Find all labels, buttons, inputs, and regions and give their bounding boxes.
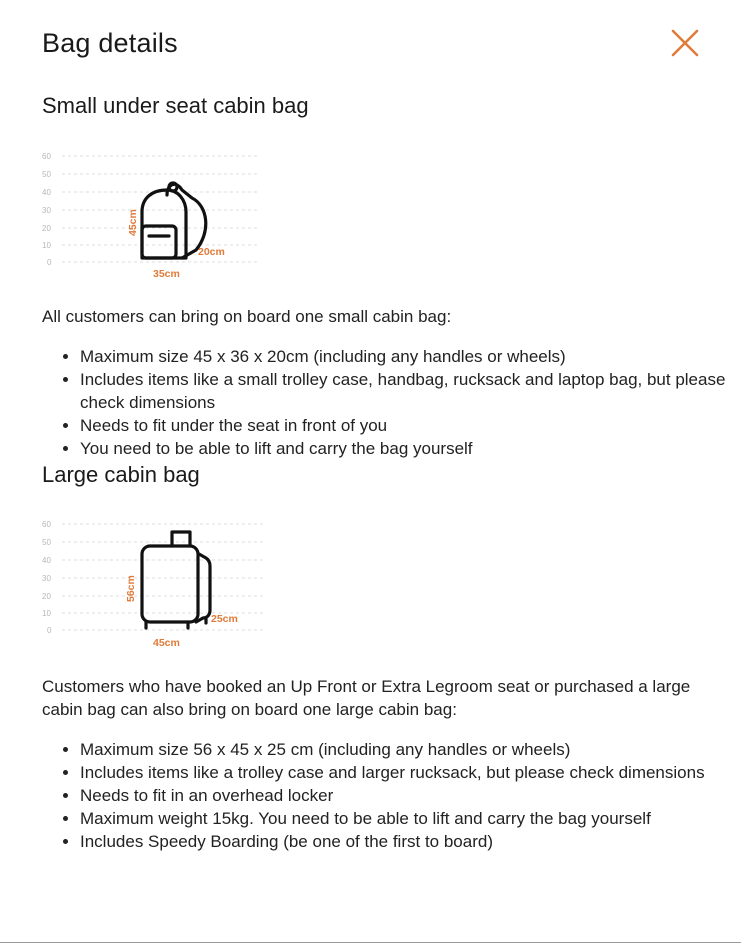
scale-tick: 10 [42,241,51,250]
scale-tick: 30 [42,206,51,215]
scale-tick: 10 [42,609,51,618]
large-bag-depth-label: 25cm [211,613,238,625]
list-item: • Needs to fit in an overhead locker [80,784,740,807]
small-bag-intro: All customers can bring on board one small cabin bag: [42,307,452,326]
scale-tick: 30 [42,574,51,583]
suitcase-icon [142,532,210,628]
list-item: • Includes Speedy Boarding (be one of the first to board) [80,830,740,853]
list-item: • You need to be able to lift and carry the bag yourself [80,437,740,460]
small-bag-height-label: 45cm [127,209,139,236]
scale-tick: 50 [42,538,51,547]
list-item: • Includes items like a trolley case and larger rucksack, but please check dimensions [80,761,740,784]
list-item: • Maximum weight 15kg. You need to be able to lift and carry the bag yourself [80,807,740,830]
scale-tick: 0 [47,626,52,635]
large-bag-size-figure [36,516,271,651]
scale-tick: 40 [42,556,51,565]
small-bag-heading: Small under seat cabin bag [42,93,309,118]
list-item: • Maximum size 45 x 36 x 20cm (including any handles or wheels) [80,345,740,368]
dialog-title: Bag details [42,28,178,58]
scale-tick: 50 [42,170,51,179]
list-item: • Includes items like a small trolley case, handbag, rucksack and laptop bag, but please check dimensions [80,368,740,414]
large-bag-rules-list [42,738,740,853]
size-scale-gridlines [62,156,260,262]
scale-tick: 20 [42,592,51,601]
small-bag-depth-label: 20cm [198,246,225,258]
scale-tick: 60 [42,520,51,529]
scale-tick: 20 [42,224,51,233]
large-bag-width-label: 45cm [153,637,180,649]
list-item: • Maximum size 56 x 45 x 25 cm (including any handles or wheels) [80,738,740,761]
scale-tick: 60 [42,152,51,161]
scale-tick: 0 [47,258,52,267]
close-icon[interactable] [668,26,702,60]
large-bag-height-label: 56cm [125,575,137,602]
list-item: • Needs to fit under the seat in front of you [80,414,740,437]
large-bag-intro: Customers who have booked an Up Front or Extra Legroom seat or purchased a large cabin bag can also bring on board one large cabin bag: [42,677,691,719]
backpack-icon [142,183,206,258]
scale-tick: 40 [42,188,51,197]
small-bag-rules-list [42,345,740,460]
small-bag-width-label: 35cm [153,268,180,280]
small-bag-size-figure [36,148,266,280]
large-bag-heading: Large cabin bag [42,462,200,487]
